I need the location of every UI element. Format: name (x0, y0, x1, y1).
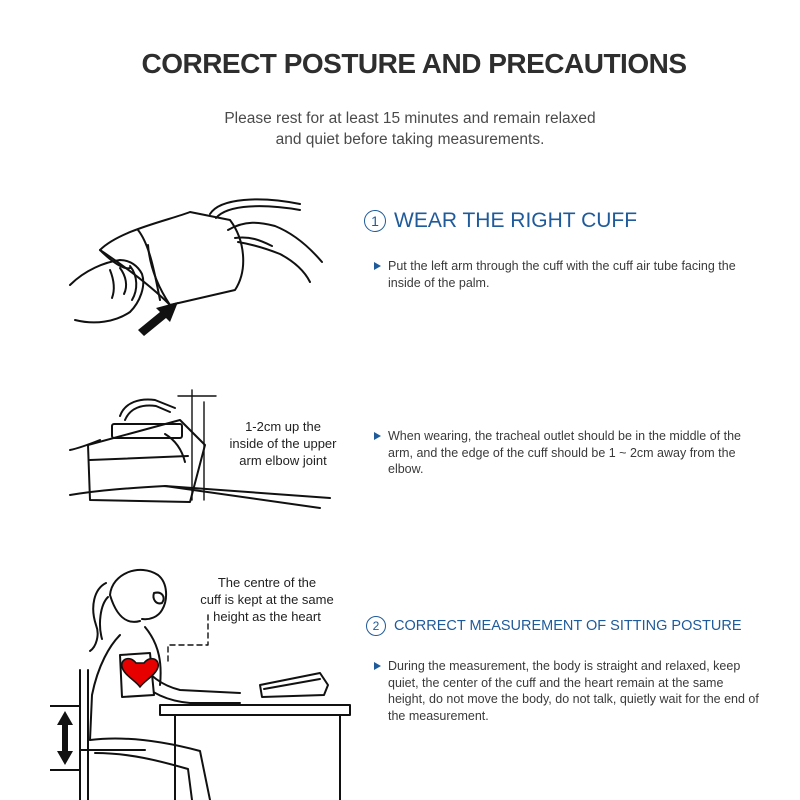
cuff-insertion-illustration (60, 190, 330, 350)
section-2-heading (366, 616, 742, 636)
section-1-bullet-text: Put the left arm through the cuff with the cuff air tube facing the inside of the palm. (388, 259, 736, 290)
page-title: CORRECT POSTURE AND PRECAUTIONS (141, 48, 687, 79)
heart-annotation-line-2: cuff is kept at the same (200, 592, 334, 607)
bullet-triangle-icon (374, 432, 381, 440)
section-2-bullet (388, 658, 760, 724)
section-number-badge: 2 (366, 616, 386, 636)
section-1-title: WEAR THE RIGHT CUFF (394, 209, 638, 232)
section-1-bullet (388, 258, 768, 291)
heart-annotation-line-1: The centre of the (217, 575, 317, 590)
section-2-title: CORRECT MEASUREMENT OF SITTING POSTURE (394, 618, 742, 634)
insert-arrow-icon (138, 302, 178, 336)
section-number-badge: 1 (364, 210, 386, 232)
elbow-annotation-line-3: arm elbow joint (239, 453, 327, 468)
elbow-bullet-text: When wearing, the tracheal outlet should be in the middle of the arm, and the edge of the cuff should be 1 ~ 2cm away from the elbow. (388, 429, 741, 476)
elbow-annotation-line-1: 1-2cm up the (245, 419, 321, 434)
bullet-triangle-icon (374, 262, 381, 270)
section-1-heading (364, 209, 637, 233)
subtitle-line-2: and quiet before taking measurements. (275, 131, 545, 148)
elbow-bullet (388, 428, 768, 478)
section-2-bullet-text: During the measurement, the body is straight and relaxed, keep quiet, the center of the cuff and the heart remain at the same height, do not move the body, do not talk, quietly wait for the end of the measurement. (388, 659, 759, 723)
page-subtitle (0, 108, 800, 150)
height-adjust-arrow-icon (50, 705, 80, 771)
elbow-distance-annotation (218, 418, 348, 469)
bullet-triangle-icon (374, 662, 381, 670)
subtitle-line-1: Please rest for at least 15 minutes and remain relaxed (224, 110, 596, 127)
heart-height-annotation (188, 574, 346, 625)
elbow-annotation-line-2: inside of the upper (229, 436, 337, 451)
heart-annotation-line-3: height as the heart (213, 609, 321, 624)
